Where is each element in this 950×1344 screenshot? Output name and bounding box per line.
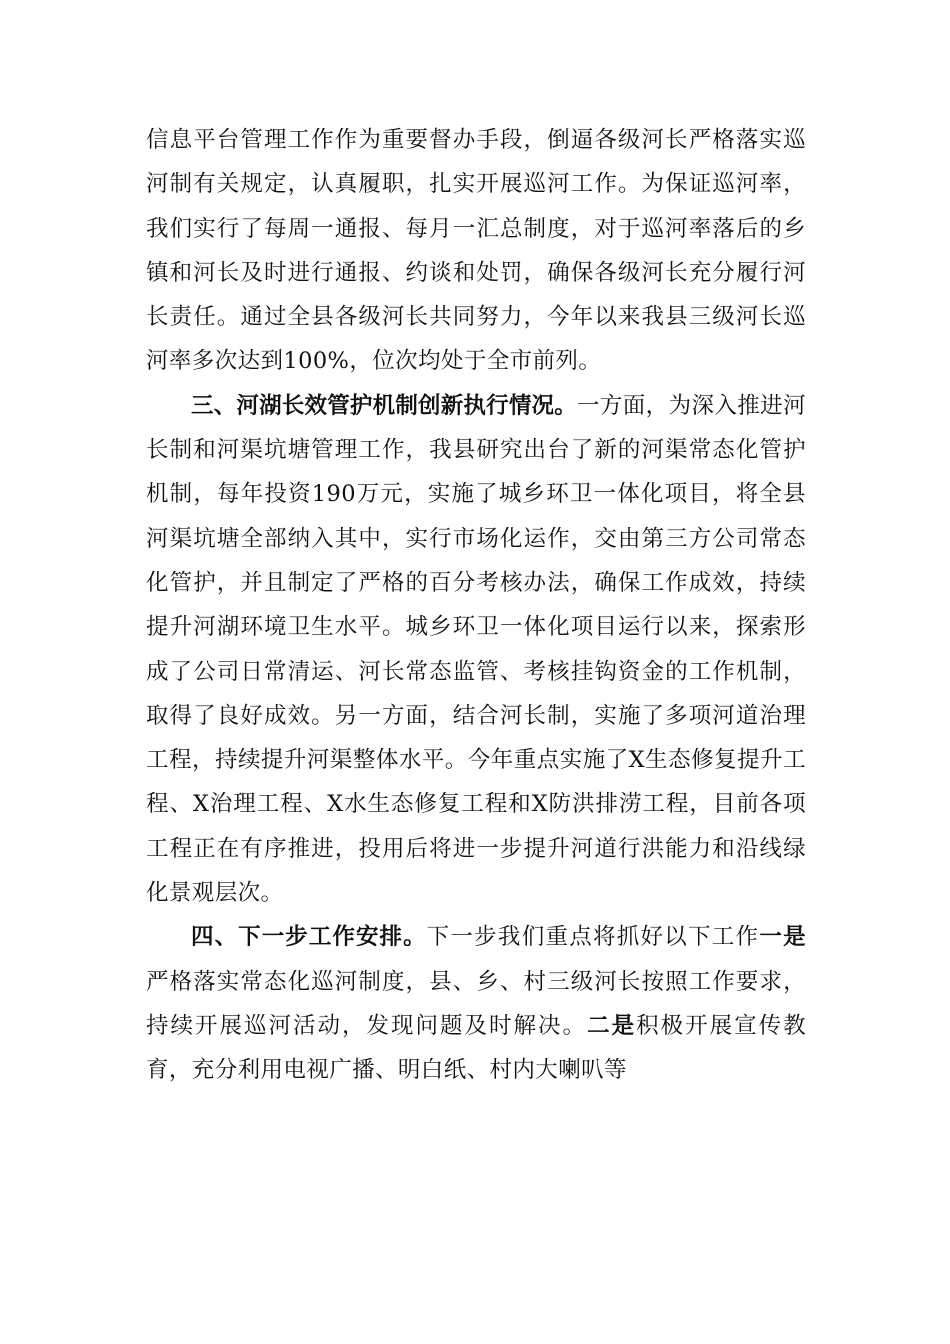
next-steps-intro: 下一步我们重点将抓好以下工作 — [426, 924, 760, 951]
document-body — [146, 118, 806, 1093]
paragraph-patrol-rate — [146, 118, 806, 384]
paragraph-next-steps — [146, 915, 806, 1092]
paragraph-mechanism-innovation-text: 一方面，为深入推进河长制和河渠坑塘管理工作，我县研究出台了新的河渠常态化管护机制，每年投资190万元，实施了城乡环卫一体化项目，将全县河渠坑塘全部纳入其中，实行市场化运作，交由第三方公司常态化管护，并且制定了严格的百分考核办法，确保工作成效，持续提升河湖环境卫生水平。城乡环卫一体化项目运行以来，探索形成了公司日常清运、河长常态监管、考核挂钩资金的工作机制，取得了良好成效。另一方面，结合河长制，实施了多项河道治理工程，持续提升河渠整体水平。今年重点实施了X生态修复提升工程、X治理工程、X水生态修复工程和X防洪排涝工程，目前各项工程正在有序推进，投用后将进一步提升河道行洪能力和沿线绿化景观层次。 — [146, 392, 806, 907]
item-two-text: 积极开展宣传教育，充分利用电视广播、明白纸、村内大喇叭等 — [146, 1012, 806, 1084]
paragraph-mechanism-innovation — [146, 384, 806, 916]
section-heading-three: 三、河湖长效管护机制创新执行情况。 — [191, 392, 577, 419]
section-heading-four: 四、下一步工作安排。 — [191, 924, 427, 951]
item-one-label: 一是 — [759, 924, 806, 951]
item-one-text: 严格落实常态化巡河制度，县、乡、村三级河长按照工作要求，持续开展巡河活动，发现问题及时解决。 — [146, 968, 806, 1039]
paragraph-patrol-rate-text: 信息平台管理工作作为重要督办手段，倒逼各级河长严格落实巡河制有关规定，认真履职，扎实开展巡河工作。为保证巡河率，我们实行了每周一通报、每月一汇总制度，对于巡河率落后的乡镇和河长及时进行通报、约谈和处罚，确保各级河长充分履行河长责任。通过全县各级河长共同努力，今年以来我县三级河长巡河率多次达到100%，位次均处于全市前列。 — [146, 127, 806, 375]
item-two-label: 二是 — [587, 1012, 637, 1039]
